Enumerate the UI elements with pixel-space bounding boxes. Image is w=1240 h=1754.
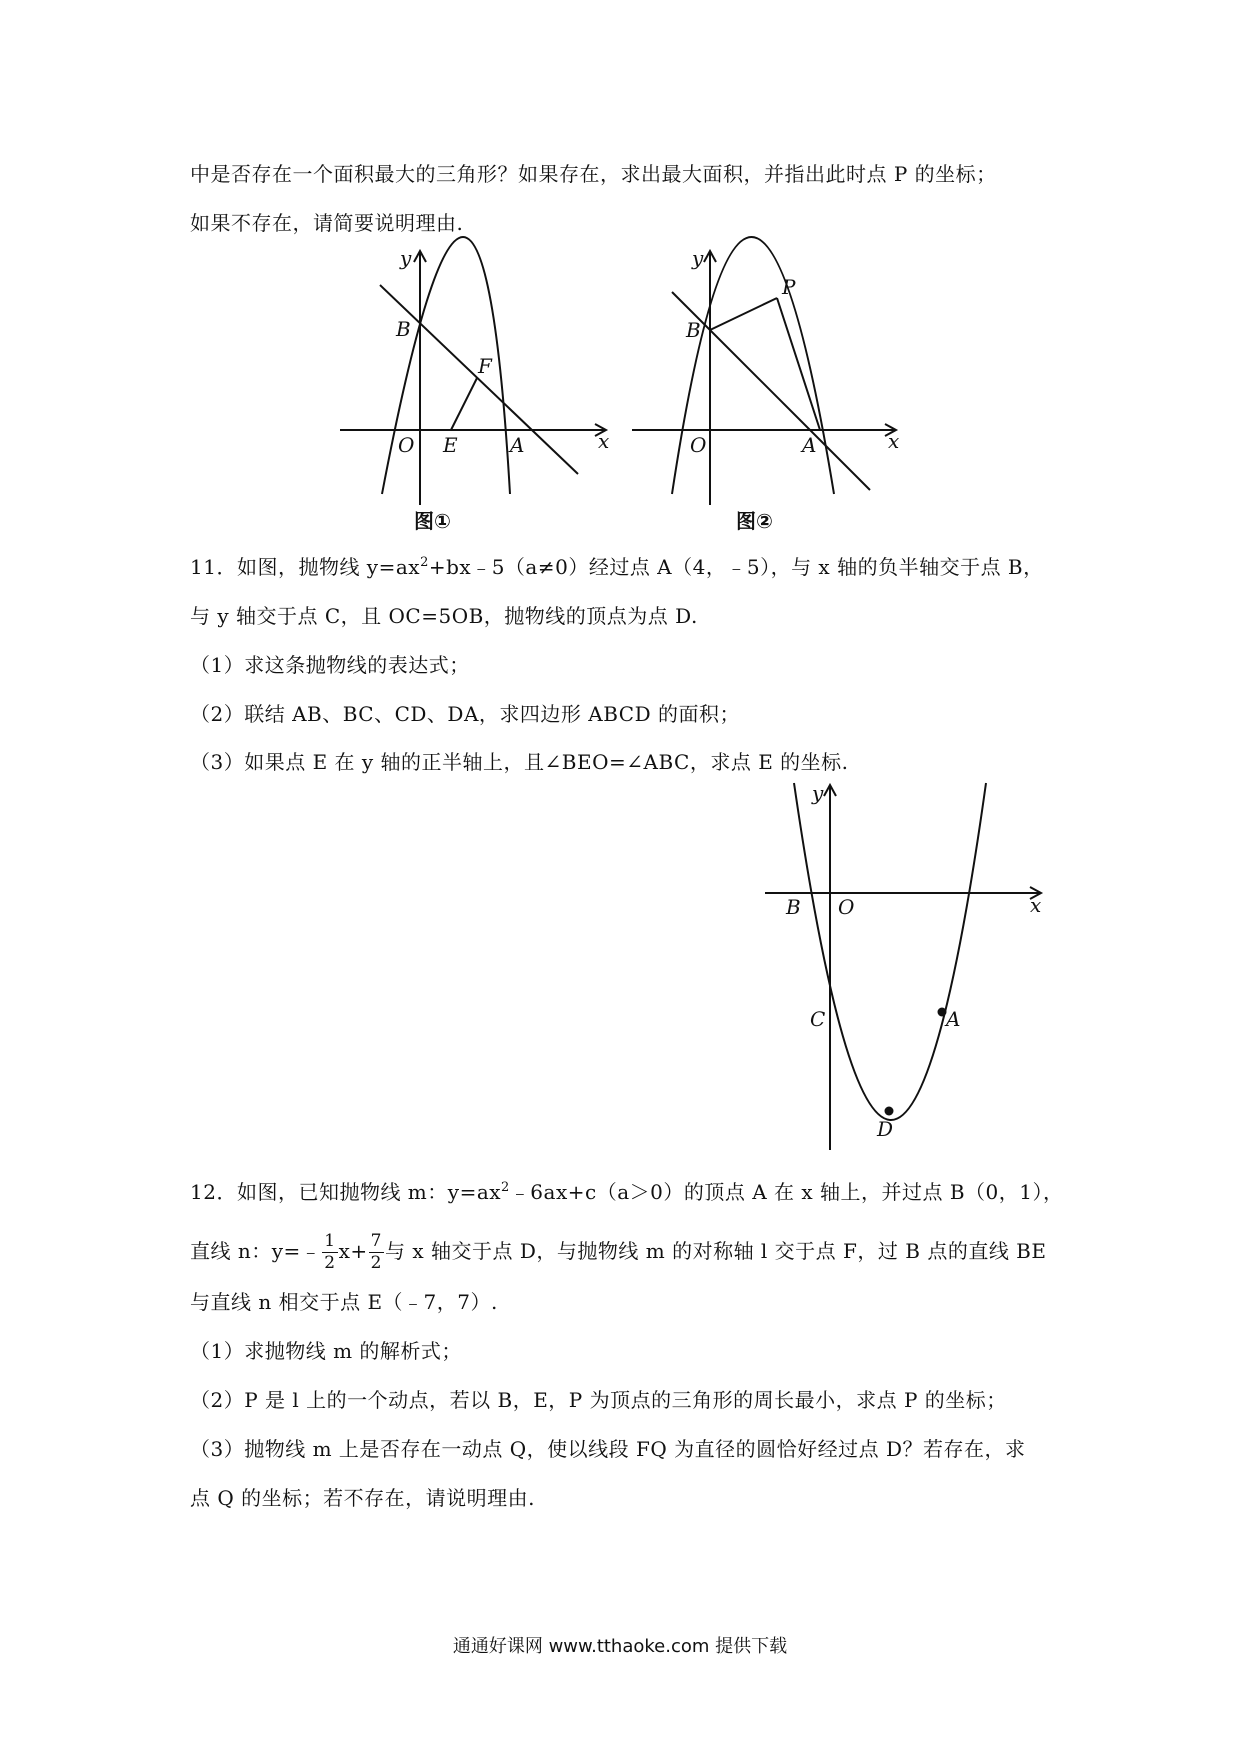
fig2-label-a: A (802, 433, 817, 457)
fig2-label-o: O (690, 433, 707, 457)
q12-frac2-denominator: 2 (370, 1253, 382, 1273)
fig2-segment-bp (710, 298, 777, 330)
fig3-label-c: C (810, 1007, 826, 1031)
fig1-label-f: F (478, 354, 492, 378)
q12-line-2-a: 直线 n：y=﹣ (190, 1239, 322, 1263)
fig3-label-x: x (1030, 893, 1042, 917)
q12-frac1-numerator: 1 (324, 1231, 336, 1251)
fig3-label-d: D (877, 1117, 894, 1141)
fig3-label-a: A (946, 1007, 961, 1031)
fig1-label-e: E (443, 433, 458, 457)
fig1-label-a: A (510, 433, 525, 457)
fig1-label-x: x (598, 429, 610, 453)
page-footer: 通通好课网 www.tthaoke.com 提供下载 (452, 1636, 788, 1657)
fig1-label-o: O (398, 433, 415, 457)
fig1-caption: 图① (414, 509, 451, 533)
fig2-caption: 图② (736, 509, 773, 533)
q12-line-1-a: 12．如图，已知抛物线 m：y=ax (190, 1180, 502, 1204)
fig3-point-d (885, 1107, 894, 1116)
q12-part-2: （2）P 是 l 上的一个动点，若以 B，E，P 为顶点的三角形的周长最小，求点 P 的坐标； (190, 1388, 1007, 1412)
q12-line-2 (190, 1231, 1046, 1274)
q12-line-2-b: x+ (338, 1239, 368, 1263)
fig2-line-ab (672, 292, 870, 490)
q11-part-2: （2）联结 AB、BC、CD、DA，求四边形 ABCD 的面积； (190, 702, 740, 726)
q12-superscript: 2 (501, 1180, 510, 1195)
fig3-parabola (794, 783, 986, 1120)
q11-line-2: 与 y 轴交于点 C，且 OC=5OB，抛物线的顶点为点 D. (190, 604, 698, 628)
figure-2-diagram (620, 245, 910, 545)
fig2-segment-pa (777, 298, 820, 430)
fig1-segment-ef (451, 378, 477, 430)
q12-frac2-numerator: 7 (370, 1231, 382, 1251)
fig1-label-y: y (400, 246, 412, 270)
q12-part-3a: （3）抛物线 m 上是否存在一动点 Q，使以线段 FQ 为直径的圆恰好经过点 D？若存在，求 (190, 1437, 1026, 1461)
q11-line-1-a: 11．如图，抛物线 y=ax (190, 555, 421, 579)
q11-superscript: 2 (420, 555, 429, 570)
fig3-label-y: y (812, 781, 824, 805)
fig2-label-p: P (782, 275, 796, 299)
q11-line-1 (190, 553, 1044, 581)
q12-line-3: 与直线 n 相交于点 E（﹣7，7）. (190, 1290, 498, 1314)
q11-line-1-b: +bx﹣5（a≠0）经过点 A（4，﹣5），与 x 轴的负半轴交于点 B， (428, 555, 1044, 579)
q12-fraction-1 (322, 1231, 337, 1274)
fig2-label-y: y (692, 246, 704, 270)
q12-line-2-c: 与 x 轴交于点 D，与抛物线 m 的对称轴 l 交于点 F，过 B 点的直线 BE (385, 1239, 1047, 1263)
figure-1-diagram (330, 245, 620, 545)
q12-frac1-denominator: 2 (324, 1253, 336, 1273)
fig3-label-b: B (786, 895, 801, 919)
q12-part-3b: 点 Q 的坐标；若不存在，请说明理由. (190, 1486, 535, 1510)
q11-part-3: （3）如果点 E 在 y 轴的正半轴上，且∠BEO=∠ABC，求点 E 的坐标. (190, 750, 849, 774)
q12-fraction-2 (369, 1231, 384, 1274)
q12-line-1 (190, 1178, 1064, 1206)
fig2-label-x: x (888, 429, 900, 453)
figure-3-diagram (755, 780, 1065, 1160)
fig3-label-o: O (838, 895, 855, 919)
fig1-label-b: B (396, 317, 411, 341)
fig2-label-b: B (686, 318, 701, 342)
intro-line-2: 如果不存在，请简要说明理由. (190, 211, 464, 235)
q12-part-1: （1）求抛物线 m 的解析式； (190, 1339, 462, 1363)
q11-part-1: （1）求这条抛物线的表达式； (190, 653, 470, 677)
intro-line-1: 中是否存在一个面积最大的三角形？如果存在，求出最大面积，并指出此时点 P 的坐标； (190, 162, 997, 186)
q12-line-1-b: ﹣6ax+c（a＞0）的顶点 A 在 x 轴上，并过点 B（0，1）， (509, 1180, 1064, 1204)
